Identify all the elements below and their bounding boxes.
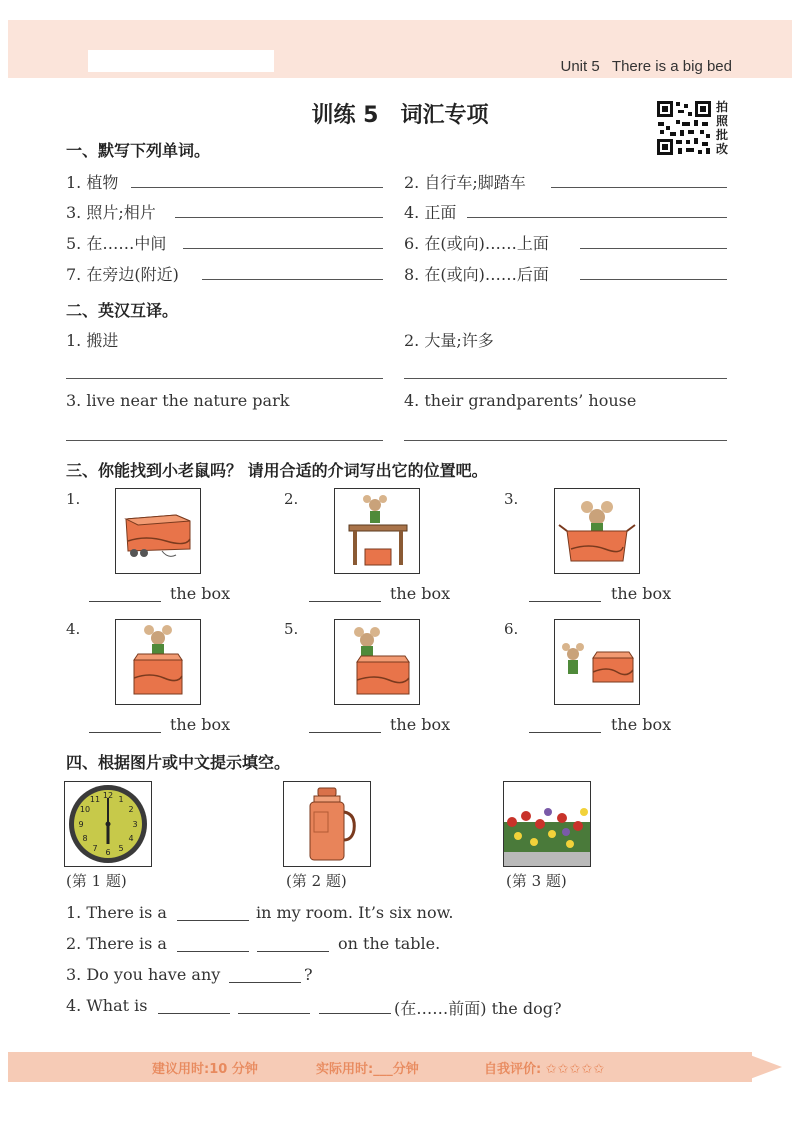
s4-sentence-text: 3. Do you have any xyxy=(66,965,221,984)
s3-num: 4. xyxy=(66,620,81,638)
svg-text:8: 8 xyxy=(82,834,88,843)
qr-label xyxy=(716,100,730,156)
svg-text:5: 5 xyxy=(118,844,124,853)
mouse-next-to-box-icon xyxy=(555,620,639,704)
thermos-picture xyxy=(283,781,371,867)
svg-text:1: 1 xyxy=(118,795,124,804)
s1-item: 4. 正面 xyxy=(404,203,457,222)
s2-item: 1. 搬进 xyxy=(66,331,119,350)
svg-text:7: 7 xyxy=(92,844,98,853)
section2-heading: 二、英汉互译。 xyxy=(66,301,179,320)
svg-text:9: 9 xyxy=(78,820,84,829)
s1-answer-line[interactable] xyxy=(183,248,383,249)
s4-caption: (第 3 题) xyxy=(506,872,567,890)
s1-item: 6. 在(或向)……上面 xyxy=(404,234,549,253)
s3-the-box: the box xyxy=(611,715,672,734)
s2-item: 3. live near the nature park xyxy=(66,391,290,410)
qr-code-icon[interactable] xyxy=(656,100,712,156)
s1-item: 2. 自行车;脚踏车 xyxy=(404,173,526,192)
s1-item: 3. 照片;相片 xyxy=(66,203,156,222)
s4-sentence-text: in my room. It’s six now. xyxy=(256,903,454,922)
flowers-picture xyxy=(503,781,591,867)
s3-answer-blank[interactable] xyxy=(529,732,601,733)
svg-text:3: 3 xyxy=(132,820,138,829)
star-icon[interactable]: ✩ xyxy=(545,1062,558,1077)
svg-text:6: 6 xyxy=(105,848,111,857)
page-title: 训练 5 词汇专项 xyxy=(311,103,489,128)
mouse-behind-box-icon xyxy=(335,620,419,704)
section1-heading: 一、默写下列单词。 xyxy=(66,141,211,160)
s4-sentence-text: 2. There is a xyxy=(66,934,167,953)
svg-text:11: 11 xyxy=(89,795,101,804)
unit-heading xyxy=(561,58,733,75)
svg-text:2: 2 xyxy=(128,805,134,814)
s4-sentence-text: 1. There is a xyxy=(66,903,167,922)
s1-item: 7. 在旁边(附近) xyxy=(66,265,179,284)
s3-the-box: the box xyxy=(170,584,231,603)
s3-answer-blank[interactable] xyxy=(89,601,161,602)
section3-heading: 三、你能找到小老鼠吗？ 请用合适的介词写出它的位置吧。 xyxy=(66,461,488,480)
star-icon[interactable]: ✩ xyxy=(557,1062,570,1077)
s4-sentence-text: on the table. xyxy=(338,934,441,953)
rating-stars[interactable] xyxy=(546,1062,606,1077)
suggested-time: 建议用时:10 分钟 xyxy=(152,1062,258,1077)
s3-the-box: the box xyxy=(390,715,451,734)
self-evaluation xyxy=(484,1058,605,1077)
s2-answer-line[interactable] xyxy=(66,378,383,379)
s4-sentence-text: (在……前面) the dog? xyxy=(394,999,562,1018)
svg-text:4: 4 xyxy=(128,834,134,843)
s3-num: 6. xyxy=(504,620,519,638)
thermos-icon xyxy=(284,782,370,866)
s3-num: 1. xyxy=(66,490,81,508)
s4-answer-blank[interactable] xyxy=(177,920,249,921)
footer-arrow xyxy=(742,1052,782,1082)
mouse-under-box-icon xyxy=(116,489,200,573)
s2-answer-line[interactable] xyxy=(404,440,727,441)
mouse-on-box-icon xyxy=(116,620,200,704)
s3-answer-blank[interactable] xyxy=(529,601,601,602)
s3-the-box: the box xyxy=(390,584,451,603)
mouse-picture xyxy=(334,488,420,574)
mouse-picture xyxy=(115,619,201,705)
s3-answer-blank[interactable] xyxy=(309,732,381,733)
flowers-icon xyxy=(504,782,590,866)
mouse-picture xyxy=(554,619,640,705)
s2-item: 2. 大量;许多 xyxy=(404,331,494,350)
mouse-in-box-icon xyxy=(555,489,639,573)
s1-answer-line[interactable] xyxy=(175,217,383,218)
s3-answer-blank[interactable] xyxy=(89,732,161,733)
mouse-on-desk-icon xyxy=(335,489,419,573)
qr-label-char: 改 xyxy=(716,142,729,156)
s4-answer-blank[interactable] xyxy=(319,1013,391,1014)
svg-text:10: 10 xyxy=(79,805,91,814)
s3-the-box: the box xyxy=(611,584,672,603)
s4-caption: (第 1 题) xyxy=(66,872,127,890)
s3-num: 2. xyxy=(284,490,299,508)
header-blank-strip xyxy=(88,50,274,72)
s4-answer-blank[interactable] xyxy=(177,951,249,952)
self-eval-label: 自我评价: xyxy=(484,1062,542,1077)
clock-picture xyxy=(64,781,152,867)
s1-answer-line[interactable] xyxy=(580,248,727,249)
clock-icon xyxy=(65,782,151,866)
mouse-picture xyxy=(554,488,640,574)
unit-title: There is a big bed xyxy=(611,58,732,75)
s3-num: 3. xyxy=(504,490,519,508)
s4-caption: (第 2 题) xyxy=(286,872,347,890)
s1-answer-line[interactable] xyxy=(202,279,383,280)
s4-sentence-text: ? xyxy=(304,965,313,984)
s1-answer-line[interactable] xyxy=(580,279,727,280)
s2-answer-line[interactable] xyxy=(66,440,383,441)
star-icon[interactable]: ✩ xyxy=(581,1062,594,1077)
s1-answer-line[interactable] xyxy=(551,187,727,188)
star-icon[interactable]: ✩ xyxy=(593,1062,606,1077)
mouse-picture xyxy=(334,619,420,705)
star-icon[interactable]: ✩ xyxy=(569,1062,582,1077)
unit-label: Unit 5 xyxy=(560,58,600,75)
s4-sentence-text: 4. What is xyxy=(66,996,148,1015)
s1-item: 5. 在……中间 xyxy=(66,234,167,253)
actual-time: 实际用时:___分钟 xyxy=(316,1062,419,1077)
mouse-picture xyxy=(115,488,201,574)
s1-answer-line[interactable] xyxy=(467,217,727,218)
svg-text:12: 12 xyxy=(102,791,114,800)
s2-answer-line[interactable] xyxy=(404,378,727,379)
s4-answer-blank[interactable] xyxy=(229,982,301,983)
section4-heading: 四、根据图片或中文提示填空。 xyxy=(66,753,291,772)
qr-label-char: 批 xyxy=(716,128,729,142)
s3-num: 5. xyxy=(284,620,299,638)
s4-answer-blank[interactable] xyxy=(238,1013,310,1014)
qr-label-char: 拍 xyxy=(716,100,729,114)
s3-answer-blank[interactable] xyxy=(309,601,381,602)
s2-item: 4. their grandparents’ house xyxy=(404,391,637,410)
s1-item: 8. 在(或向)……后面 xyxy=(404,265,549,284)
s3-the-box: the box xyxy=(170,715,231,734)
s1-answer-line[interactable] xyxy=(131,187,383,188)
qr-label-char: 照 xyxy=(716,114,729,128)
s1-item: 1. 植物 xyxy=(66,173,119,192)
s4-answer-blank[interactable] xyxy=(257,951,329,952)
s4-answer-blank[interactable] xyxy=(158,1013,230,1014)
